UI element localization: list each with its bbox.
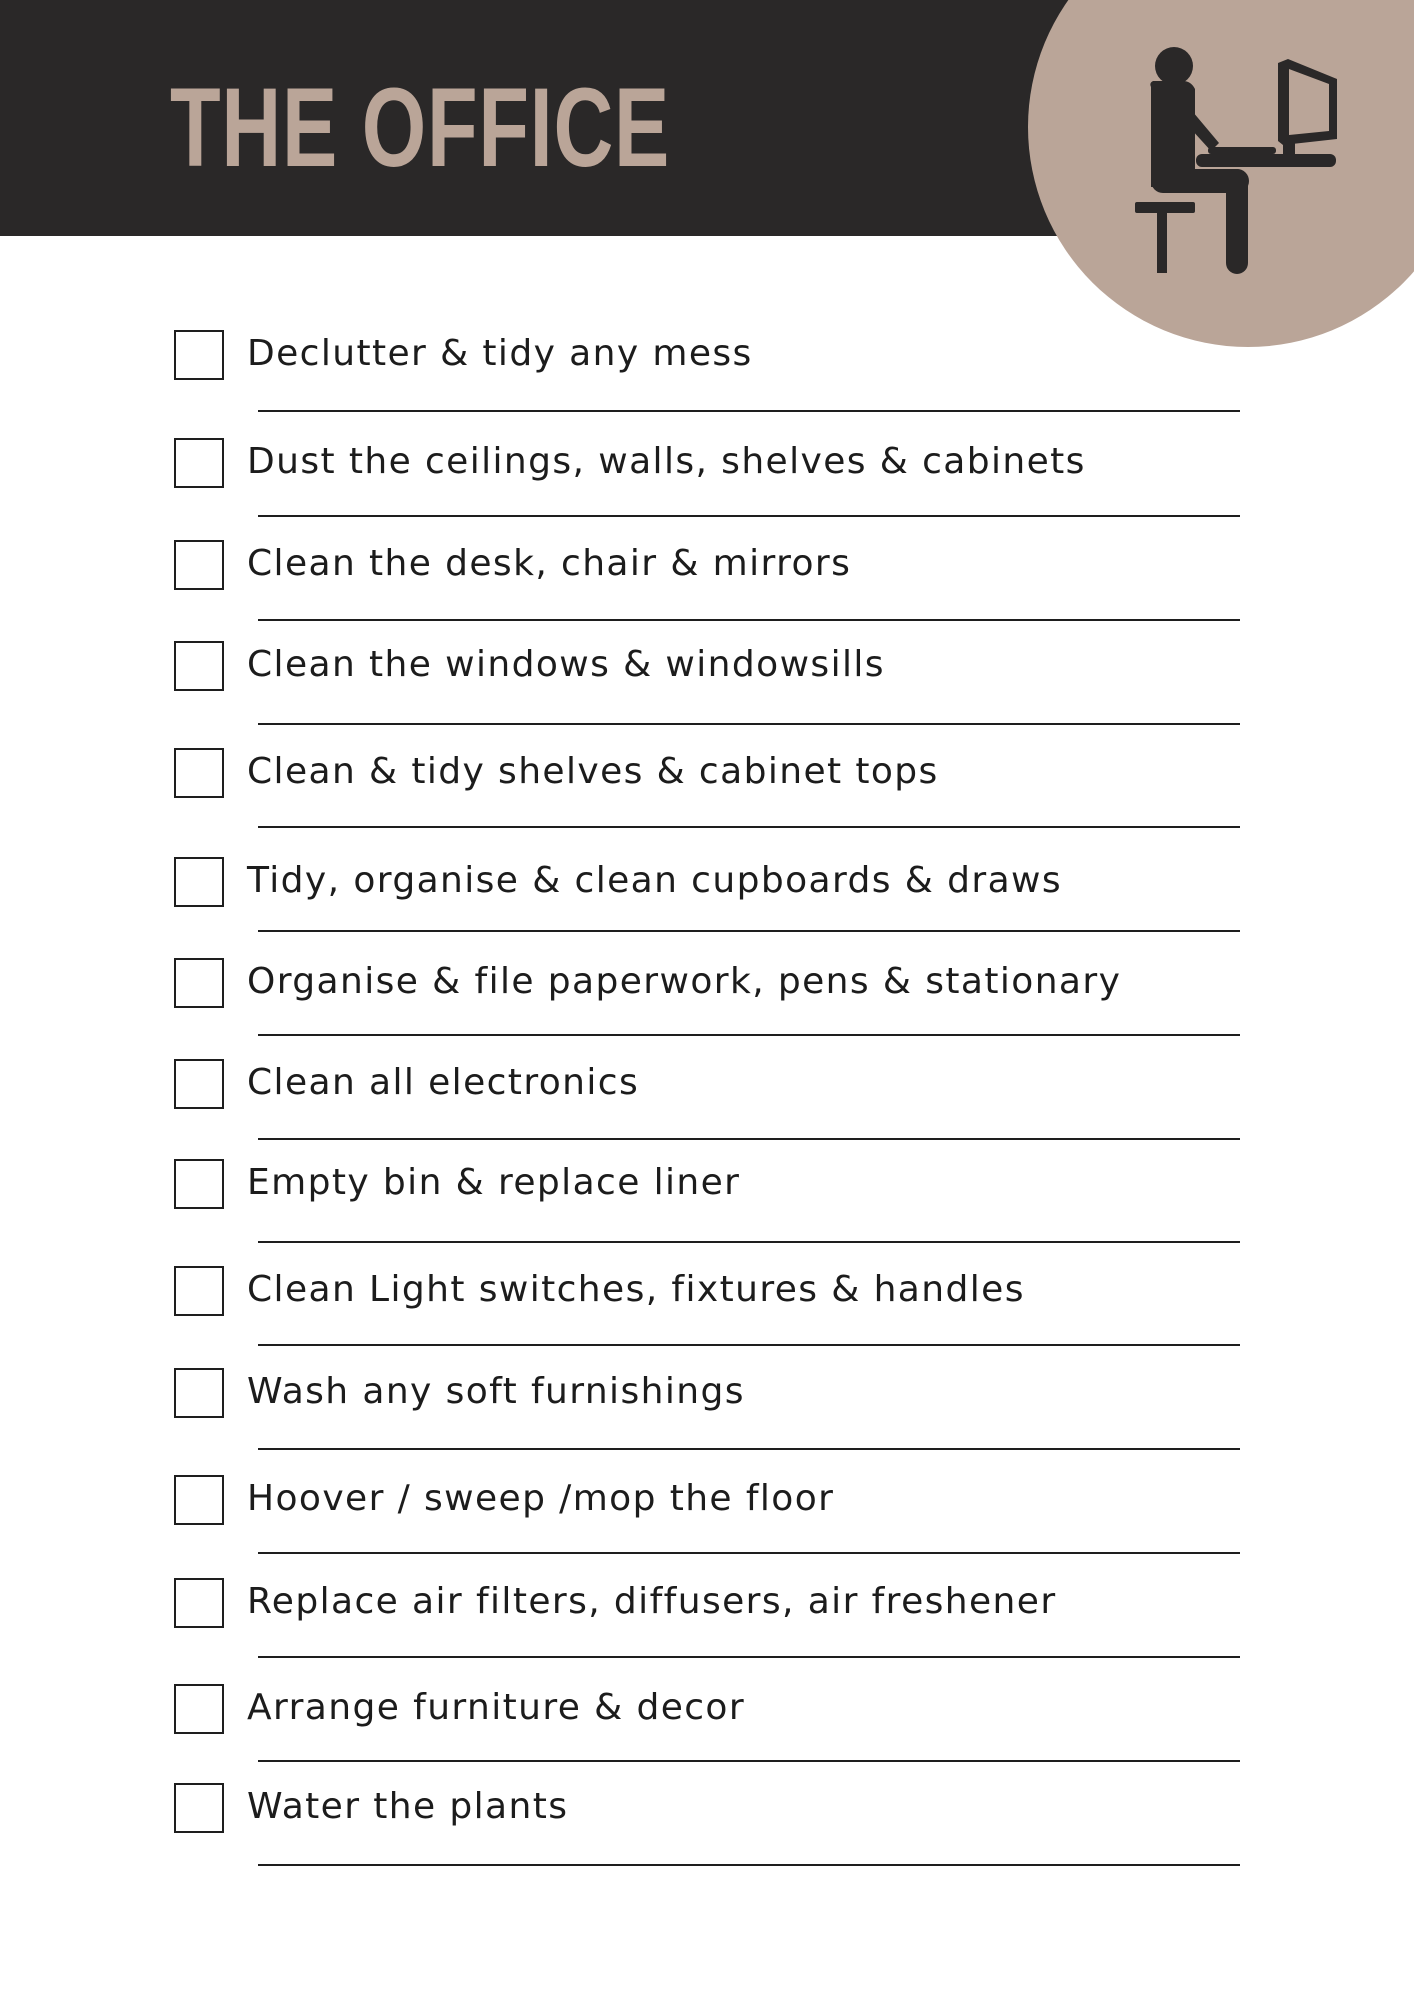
- divider-line: [258, 1656, 1240, 1658]
- item-label: Clean & tidy shelves & cabinet tops: [247, 751, 939, 792]
- divider-line: [258, 723, 1240, 725]
- checkbox[interactable]: [174, 1266, 224, 1316]
- checklist-item: [0, 1783, 1414, 1887]
- divider-line: [258, 1552, 1240, 1554]
- checkbox[interactable]: [174, 1684, 224, 1734]
- page-title: THE OFFICE: [170, 65, 671, 190]
- item-label: Empty bin & replace liner: [247, 1162, 741, 1203]
- divider-line: [258, 1138, 1240, 1140]
- divider-line: [258, 826, 1240, 828]
- checklist-item: [0, 748, 1414, 852]
- checkbox[interactable]: [174, 330, 224, 380]
- checklist-item: [0, 1159, 1414, 1263]
- checklist-item: [0, 540, 1414, 644]
- checklist-item: [0, 1684, 1414, 1788]
- divider-line: [258, 410, 1240, 412]
- checkbox[interactable]: [174, 748, 224, 798]
- checkbox[interactable]: [174, 1578, 224, 1628]
- item-label: Replace air filters, diffusers, air freshener: [247, 1581, 1057, 1622]
- checklist-item: [0, 958, 1414, 1062]
- item-label: Declutter & tidy any mess: [247, 333, 753, 374]
- item-label: Clean the windows & windowsills: [247, 644, 885, 685]
- checkbox[interactable]: [174, 1059, 224, 1109]
- item-label: Hoover / sweep /mop the floor: [247, 1478, 835, 1519]
- checkbox[interactable]: [174, 540, 224, 590]
- item-label: Tidy, organise & clean cupboards & draws: [247, 860, 1063, 901]
- checklist-item: [0, 641, 1414, 745]
- divider-line: [258, 1864, 1240, 1866]
- divider-line: [258, 1760, 1240, 1762]
- checkbox[interactable]: [174, 857, 224, 907]
- divider-line: [258, 1241, 1240, 1243]
- checklist-item: [0, 1059, 1414, 1163]
- divider-line: [258, 930, 1240, 932]
- checkbox[interactable]: [174, 641, 224, 691]
- checkbox[interactable]: [174, 438, 224, 488]
- checklist-item: [0, 857, 1414, 961]
- divider-line: [258, 515, 1240, 517]
- item-label: Dust the ceilings, walls, shelves & cabinets: [247, 441, 1086, 482]
- item-label: Clean the desk, chair & mirrors: [247, 543, 852, 584]
- checkbox[interactable]: [174, 1368, 224, 1418]
- divider-line: [258, 1448, 1240, 1450]
- checklist-item: [0, 1368, 1414, 1472]
- divider-line: [258, 619, 1240, 621]
- checklist-item: [0, 330, 1414, 434]
- checklist-item: [0, 1266, 1414, 1370]
- item-label: Wash any soft furnishings: [247, 1371, 745, 1412]
- item-label: Clean all electronics: [247, 1062, 640, 1103]
- checkbox[interactable]: [174, 1783, 224, 1833]
- divider-line: [258, 1344, 1240, 1346]
- divider-line: [258, 1034, 1240, 1036]
- item-label: Arrange furniture & decor: [247, 1687, 746, 1728]
- checklist-item: [0, 1475, 1414, 1579]
- item-label: Water the plants: [247, 1786, 569, 1827]
- item-label: Clean Light switches, fixtures & handles: [247, 1269, 1025, 1310]
- checkbox[interactable]: [174, 1475, 224, 1525]
- checkbox[interactable]: [174, 958, 224, 1008]
- checklist-item: [0, 1578, 1414, 1682]
- checklist-item: [0, 438, 1414, 542]
- checkbox[interactable]: [174, 1159, 224, 1209]
- item-label: Organise & file paperwork, pens & stationary: [247, 961, 1122, 1002]
